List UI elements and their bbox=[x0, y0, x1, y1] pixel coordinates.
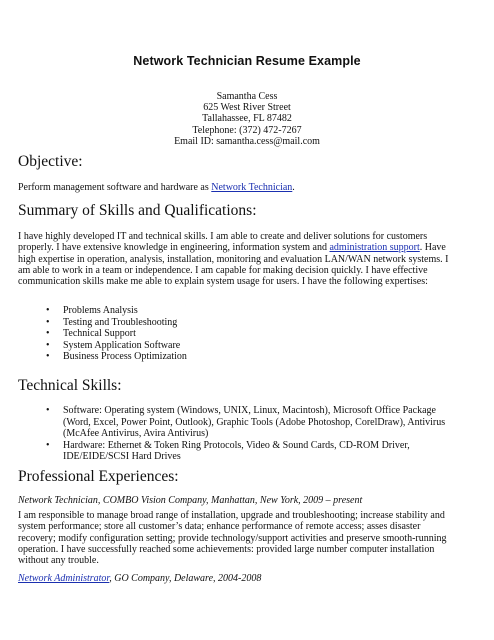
objective-text-start: Perform management software and hardware as bbox=[18, 182, 212, 193]
contact-phone: Telephone: (372) 472-7267 bbox=[192, 124, 302, 136]
network-administrator-link[interactable]: Network Administrator bbox=[18, 573, 110, 584]
contact-street: 625 West River Street bbox=[203, 102, 291, 114]
job-description-1: I am responsible to manage broad range of installation, upgrade and troubleshooting; increase stability and system performance; store all customer’s data; enhance performance of remote access; asses disaster recovery; modify configuration setting; provide technology/support activities and preserve smooth-running operation. I have successfully reached some achievements: provided large number computer installation without any trouble. bbox=[18, 510, 447, 567]
job-title-2-rest: , GO Company, Delaware, 2004-2008 bbox=[109, 573, 262, 584]
technical-skills-list bbox=[46, 405, 446, 463]
objective-text-end: . bbox=[292, 182, 295, 193]
list-item-label: System Application Software bbox=[63, 339, 181, 351]
bullet-icon: • bbox=[46, 316, 50, 328]
list-item-label: Business Process Optimization bbox=[63, 351, 187, 362]
list-item bbox=[46, 328, 446, 340]
bullet-icon: • bbox=[46, 305, 50, 316]
contact-city: Tallahassee, FL 87482 bbox=[202, 113, 292, 125]
list-item bbox=[46, 440, 446, 463]
administration-support-link[interactable]: administration support bbox=[329, 242, 420, 254]
list-item-label: Software: Operating system (Windows, UNIX, Linux, Macintosh), Microsoft Office Package (Word, Excel, Power Point, Outlook), Graphic Tools (Adobe Photoshop, CorelDraw), Antivirus (McAfee Antivirus, Avira Antivirus) bbox=[63, 405, 446, 439]
contact-block bbox=[0, 91, 494, 147]
contact-email: Email ID: samantha.cess@mail.com bbox=[174, 135, 320, 147]
network-technician-link[interactable]: Network Technician bbox=[211, 182, 293, 193]
summary-text-start: I have highly developed IT and technical skills. I am able to create and deliver solutions for customers properly. I have extensive knowledge in engineering, information system and bbox=[18, 231, 428, 254]
objective-heading: Objective: bbox=[18, 153, 83, 170]
bullet-icon: • bbox=[46, 328, 50, 339]
list-item bbox=[46, 317, 446, 329]
list-item bbox=[46, 351, 446, 363]
bullet-icon: • bbox=[46, 405, 50, 416]
job-title-1: Network Technician, COMBO Vision Company, Manhattan, New York, 2009 – present bbox=[18, 495, 363, 506]
summary-text bbox=[18, 231, 458, 287]
bullet-icon: • bbox=[46, 439, 50, 451]
list-item-label: Testing and Troubleshooting bbox=[63, 316, 178, 328]
job-title-2 bbox=[18, 573, 458, 584]
bullet-icon: • bbox=[46, 351, 50, 362]
list-item-label: Hardware: Ethernet & Token Ring Protocols, Video & Sound Cards, CD-ROM Driver, IDE/EIDE/SCSI Hard Drives bbox=[63, 439, 410, 462]
expertise-list bbox=[46, 305, 446, 363]
list-item-label: Technical Support bbox=[63, 328, 136, 339]
list-item-label: Problems Analysis bbox=[63, 305, 138, 316]
summary-text-end: . Have high expertise in operation, analysis, installation, monitoring and evaluation LAN/WAN network systems. I am able to work in a team or independence. I am capable for making decision quickly. I have effective communication skills make me able to explain system usage for users. I have the following expertises: bbox=[18, 242, 449, 288]
summary-heading: Summary of Skills and Qualifications: bbox=[18, 202, 257, 219]
list-item bbox=[46, 340, 446, 352]
experience-heading: Professional Experiences: bbox=[18, 468, 179, 485]
list-item bbox=[46, 305, 446, 317]
contact-name: Samantha Cess bbox=[216, 91, 278, 102]
list-item bbox=[46, 405, 446, 440]
page-title: Network Technician Resume Example bbox=[133, 54, 361, 68]
objective-text bbox=[18, 182, 458, 193]
technical-skills-heading: Technical Skills: bbox=[18, 377, 122, 394]
bullet-icon: • bbox=[46, 339, 50, 351]
